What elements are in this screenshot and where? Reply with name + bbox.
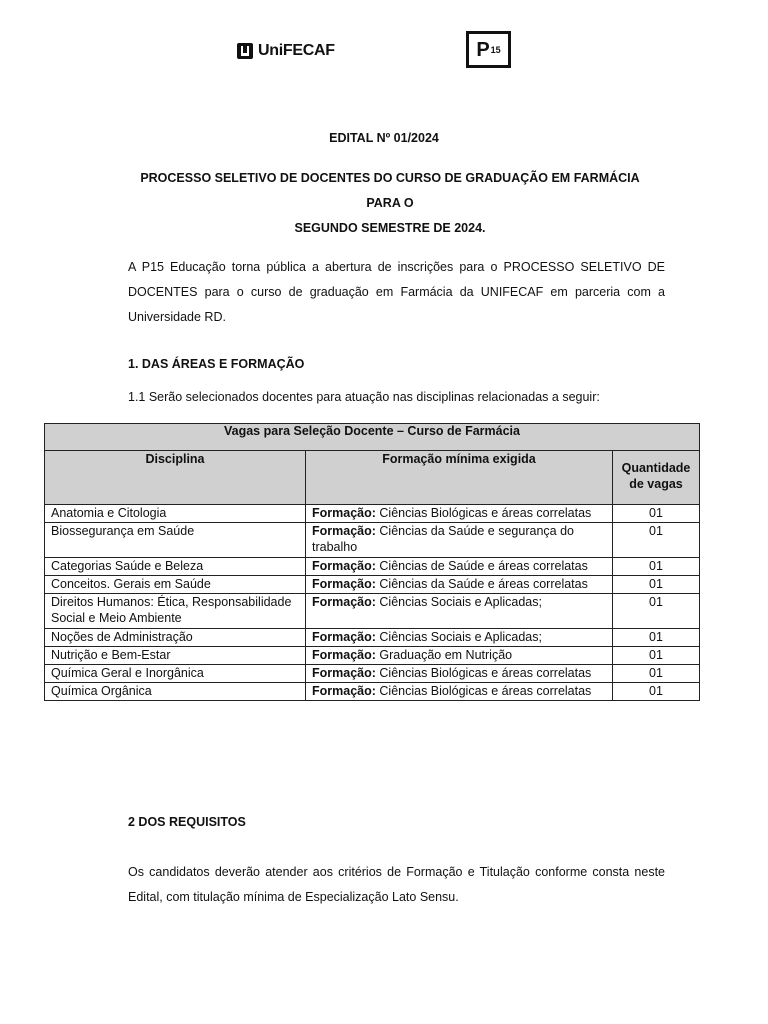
vacancies-table bbox=[44, 423, 700, 701]
intro-paragraph: A P15 Educação torna pública a abertura de inscrições para o PROCESSO SELETIVO DE DOCENTES para o curso de graduação em Farmácia da UNIFECAF em parceria com a Universidade RD. bbox=[128, 260, 665, 324]
formation-value: Ciências da Saúde e áreas correlatas bbox=[379, 577, 588, 591]
discipline-cell: Anatomia e Citologia bbox=[45, 505, 306, 523]
p15-logo-superscript: 15 bbox=[490, 44, 501, 55]
unifecaf-logo-text: UniFECAF bbox=[258, 42, 335, 59]
formation-value: Ciências de Saúde e áreas correlatas bbox=[379, 559, 588, 573]
discipline-cell: Categorias Saúde e Beleza bbox=[45, 558, 306, 576]
document-subtitle bbox=[130, 166, 650, 241]
quantity-cell: 01 bbox=[613, 665, 700, 683]
formation-cell bbox=[306, 665, 613, 683]
quantity-cell: 01 bbox=[613, 629, 700, 647]
discipline-cell: Química Geral e Inorgânica bbox=[45, 665, 306, 683]
discipline-cell: Química Orgânica bbox=[45, 683, 306, 701]
formation-prefix: Formação: bbox=[312, 666, 376, 680]
formation-value: Ciências Biológicas e áreas correlatas bbox=[379, 666, 592, 680]
table-row bbox=[45, 523, 700, 558]
section-2-title: 2 DOS REQUISITOS bbox=[128, 815, 246, 829]
item-1-1: 1.1 Serão selecionados docentes para atuação nas disciplinas relacionadas a seguir: bbox=[128, 390, 600, 404]
table-row bbox=[45, 683, 700, 701]
formation-cell bbox=[306, 647, 613, 665]
quantity-cell: 01 bbox=[613, 576, 700, 594]
formation-prefix: Formação: bbox=[312, 630, 376, 644]
header-discipline: Disciplina bbox=[45, 451, 306, 505]
unifecaf-logo-icon bbox=[236, 42, 254, 60]
subtitle-line-2: SEGUNDO SEMESTRE DE 2024. bbox=[294, 221, 486, 235]
table-row bbox=[45, 665, 700, 683]
table-row bbox=[45, 647, 700, 665]
formation-cell bbox=[306, 576, 613, 594]
formation-prefix: Formação: bbox=[312, 559, 376, 573]
table-body bbox=[45, 505, 700, 701]
p15-logo bbox=[466, 31, 511, 68]
table-caption-row bbox=[45, 424, 700, 451]
formation-prefix: Formação: bbox=[312, 648, 376, 662]
quantity-cell: 01 bbox=[613, 594, 700, 629]
discipline-cell: Direitos Humanos: Ética, Responsabilidade Social e Meio Ambiente bbox=[45, 594, 306, 629]
subtitle-line-1: PROCESSO SELETIVO DE DOCENTES DO CURSO DE GRADUAÇÃO EM FARMÁCIA PARA O bbox=[140, 171, 640, 210]
formation-value: Graduação em Nutrição bbox=[379, 648, 513, 662]
table-caption: Vagas para Seleção Docente – Curso de Farmácia bbox=[45, 424, 700, 451]
formation-value: Ciências Sociais e Aplicadas; bbox=[379, 595, 542, 609]
table-row bbox=[45, 558, 700, 576]
formation-prefix: Formação: bbox=[312, 524, 376, 538]
formation-cell bbox=[306, 505, 613, 523]
formation-cell bbox=[306, 523, 613, 558]
section-1-title: 1. DAS ÁREAS E FORMAÇÃO bbox=[128, 357, 305, 371]
header-formation: Formação mínima exigida bbox=[306, 451, 613, 505]
formation-value: Ciências Sociais e Aplicadas; bbox=[379, 630, 542, 644]
discipline-cell: Nutrição e Bem-Estar bbox=[45, 647, 306, 665]
formation-prefix: Formação: bbox=[312, 595, 376, 609]
formation-cell bbox=[306, 629, 613, 647]
table-row bbox=[45, 505, 700, 523]
quantity-cell: 01 bbox=[613, 523, 700, 558]
formation-value: Ciências da Saúde e segurança do trabalho bbox=[312, 524, 574, 554]
formation-cell bbox=[306, 558, 613, 576]
formation-cell bbox=[306, 683, 613, 701]
unifecaf-logo bbox=[236, 40, 335, 62]
header-quantity: Quantidade de vagas bbox=[613, 451, 700, 505]
formation-prefix: Formação: bbox=[312, 684, 376, 698]
quantity-cell: 01 bbox=[613, 647, 700, 665]
formation-value: Ciências Biológicas e áreas correlatas bbox=[379, 684, 592, 698]
discipline-cell: Conceitos. Gerais em Saúde bbox=[45, 576, 306, 594]
table-header-row bbox=[45, 451, 700, 505]
discipline-cell: Noções de Administração bbox=[45, 629, 306, 647]
quantity-cell: 01 bbox=[613, 505, 700, 523]
requirements-paragraph: Os candidatos deverão atender aos critérios de Formação e Titulação conforme consta neste Edital, com titulação mínima de Especialização Lato Sensu. bbox=[128, 865, 665, 904]
quantity-cell: 01 bbox=[613, 683, 700, 701]
table-row bbox=[45, 576, 700, 594]
edital-number: EDITAL Nº 01/2024 bbox=[329, 131, 439, 145]
formation-value: Ciências Biológicas e áreas correlatas bbox=[379, 506, 592, 520]
table-row bbox=[45, 629, 700, 647]
formation-prefix: Formação: bbox=[312, 506, 376, 520]
formation-cell bbox=[306, 594, 613, 629]
discipline-cell: Biossegurança em Saúde bbox=[45, 523, 306, 558]
p15-logo-letter: P bbox=[476, 38, 490, 61]
formation-prefix: Formação: bbox=[312, 577, 376, 591]
table-row bbox=[45, 594, 700, 629]
quantity-cell: 01 bbox=[613, 558, 700, 576]
